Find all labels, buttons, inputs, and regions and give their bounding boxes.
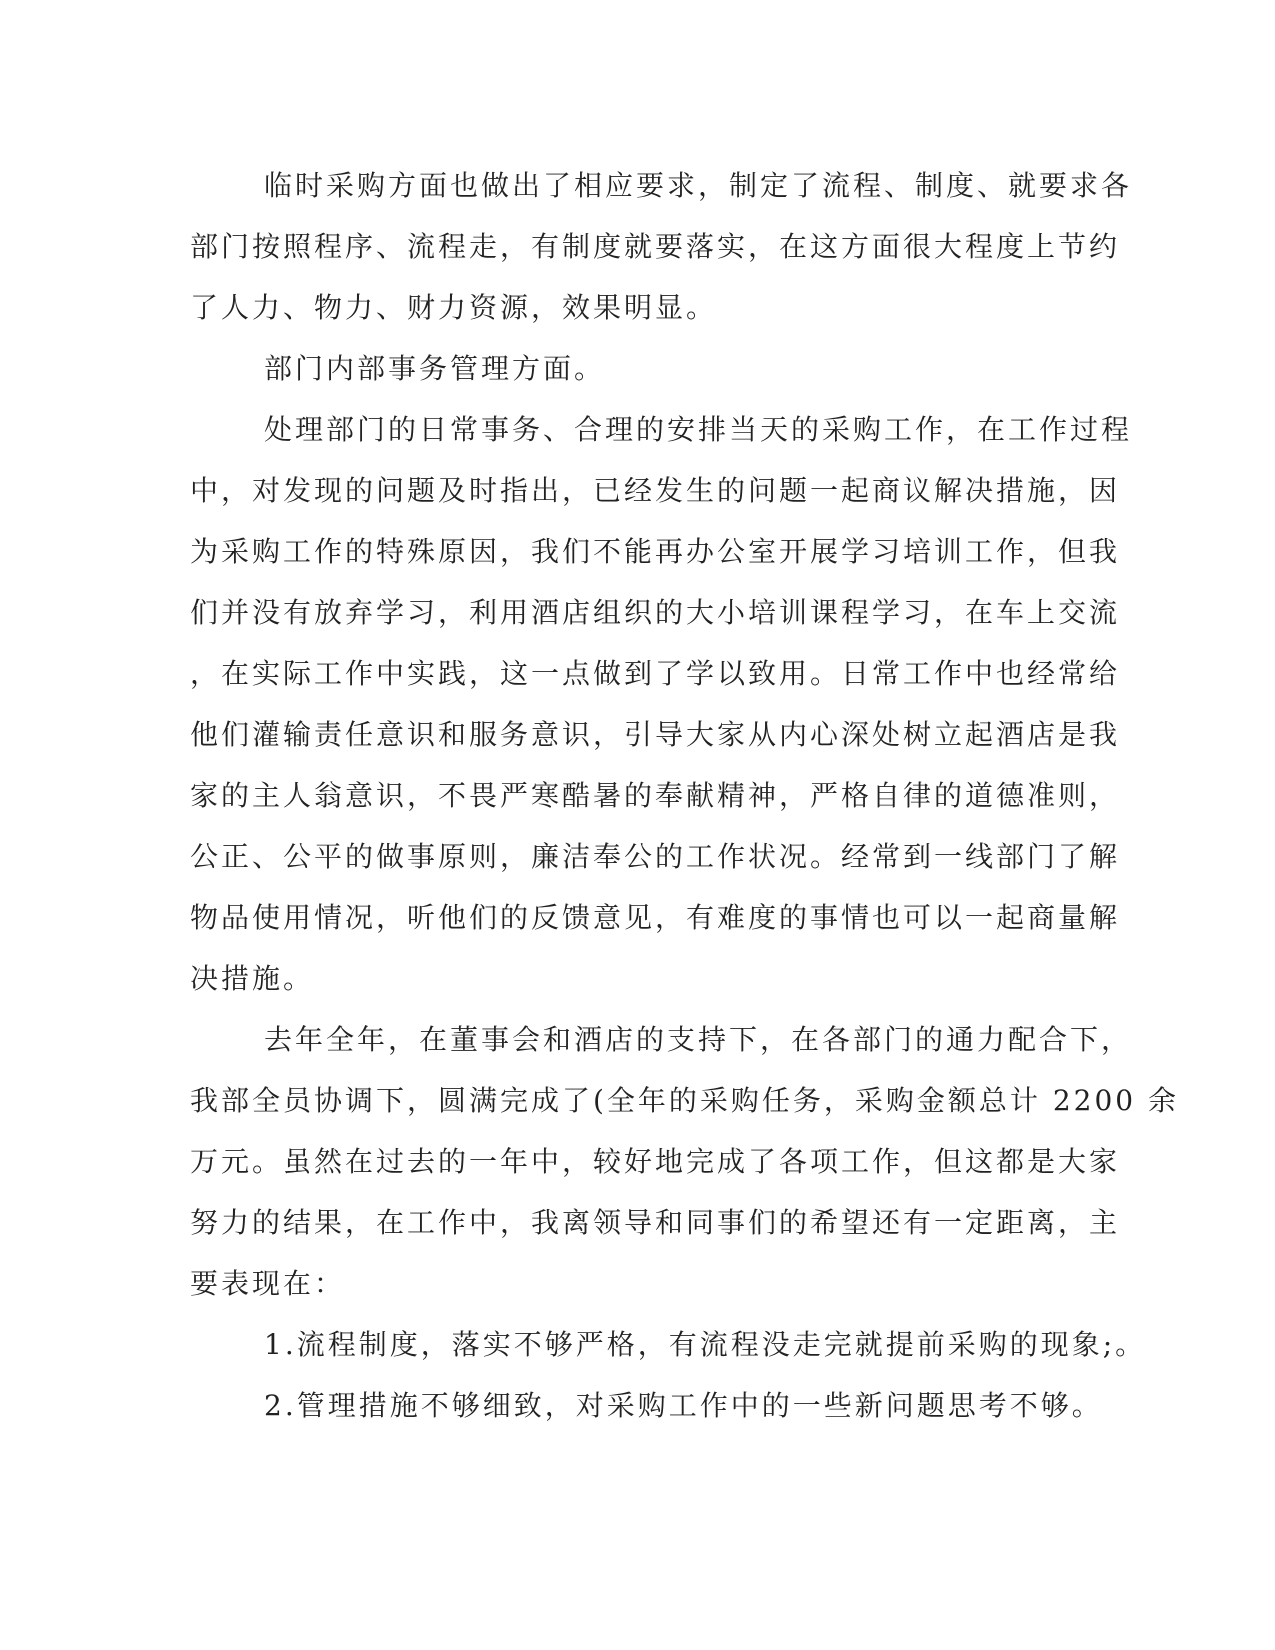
text-line: ，在实际工作中实践，这一点做到了学以致用。日常工作中也经常给 <box>190 657 1121 690</box>
document-body <box>190 155 1179 1436</box>
text-line: 我部全员协调下，圆满完成了(全年的采购任务，采购金额总计 2200 余 <box>190 1084 1179 1117</box>
list-item: 1.流程制度，落实不够严格，有流程没走完就提前采购的现象;。 <box>264 1328 1147 1361</box>
text-line: 要表现在： <box>190 1267 346 1300</box>
text-line: 了人力、物力、财力资源，效果明显。 <box>190 291 718 324</box>
text-line: 临时采购方面也做出了相应要求，制定了流程、制度、就要求各 <box>264 169 1133 202</box>
text-line: 中，对发现的问题及时指出，已经发生的问题一起商议解决措施，因 <box>190 474 1121 507</box>
text-line: 为采购工作的特殊原因，我们不能再办公室开展学习培训工作，但我 <box>190 535 1121 568</box>
text-line: 物品使用情况，听他们的反馈意见，有难度的事情也可以一起商量解 <box>190 901 1121 934</box>
text-line: 努力的结果，在工作中，我离领导和同事们的希望还有一定距离，主 <box>190 1206 1121 1239</box>
text-line: 部门内部事务管理方面。 <box>264 352 606 385</box>
text-line: 去年全年，在董事会和酒店的支持下，在各部门的通力配合下， <box>264 1023 1133 1056</box>
text-line: 们并没有放弃学习，利用酒店组织的大小培训课程学习，在车上交流 <box>190 596 1121 629</box>
list-item: 2.管理措施不够细致，对采购工作中的一些新问题思考不够。 <box>264 1389 1103 1422</box>
text-line: 家的主人翁意识，不畏严寒酷暑的奉献精神，严格自律的道德准则， <box>190 779 1121 812</box>
text-line: 他们灌输责任意识和服务意识，引导大家从内心深处树立起酒店是我 <box>190 718 1121 751</box>
text-line: 部门按照程序、流程走，有制度就要落实，在这方面很大程度上节约 <box>190 230 1121 263</box>
text-line: 公正、公平的做事原则，廉洁奉公的工作状况。经常到一线部门了解 <box>190 840 1121 873</box>
text-line: 决措施。 <box>190 962 315 995</box>
text-line: 万元。虽然在过去的一年中，较好地完成了各项工作，但这都是大家 <box>190 1145 1121 1178</box>
text-line: 处理部门的日常事务、合理的安排当天的采购工作，在工作过程 <box>264 413 1133 446</box>
